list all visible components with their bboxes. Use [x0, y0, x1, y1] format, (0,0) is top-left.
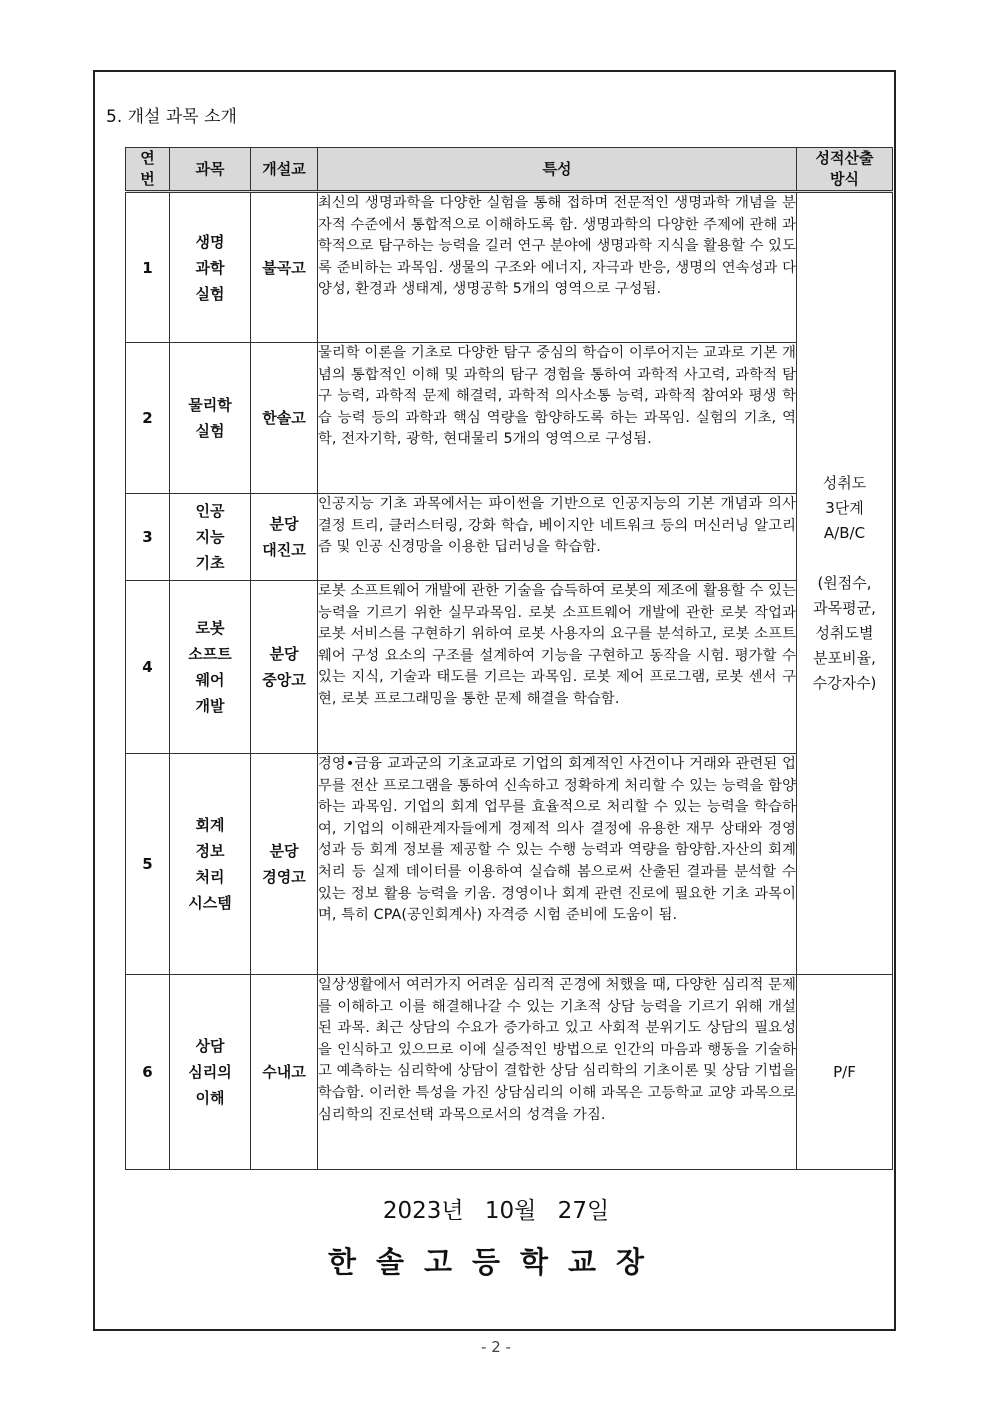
school-name: 분당 대진고 — [251, 494, 318, 581]
row-number: 2 — [126, 343, 170, 494]
header-school: 개설교 — [251, 148, 318, 192]
row-number: 3 — [126, 494, 170, 581]
school-name: 수내고 — [251, 975, 318, 1170]
issue-date: 2023년 10월 27일 — [382, 1198, 610, 1224]
header-num: 연 번 — [126, 148, 170, 192]
table-row — [126, 192, 893, 343]
subject-name: 상담 심리의 이해 — [170, 975, 251, 1170]
subject-name: 회계 정보 처리 시스템 — [170, 754, 251, 975]
subject-name: 생명 과학 실험 — [170, 192, 251, 343]
table-row — [126, 581, 893, 754]
school-name: 분당 중앙고 — [251, 581, 318, 754]
school-name: 불곡고 — [251, 192, 318, 343]
header-method: 성적산출 방식 — [797, 148, 893, 192]
table-row — [126, 494, 893, 581]
school-name: 분당 경영고 — [251, 754, 318, 975]
principal-signature: 한솔고등학교장 — [327, 1245, 665, 1279]
grading-method: 성취도 3단계 A/B/C (원점수, 과목평균, 성취도별 분포비율, 수강자수) — [797, 192, 893, 975]
table-row — [126, 343, 893, 494]
row-number: 1 — [126, 192, 170, 343]
subject-description: 물리학 이론을 기초로 다양한 탐구 중심의 학습이 이루어지는 교과로 기본 개념의 통합적인 이해 및 과학의 탐구 경험을 통하여 과학적 사고력, 과학적 탐구 능력, 과학적 문제 해결력, 과학적 의사소통 능력, 과학적 참여와 평생 학습 능력 등의 과학과 핵심 역량을 함양하도록 하는 과목임. 실험의 기초, 역학, 전자기학, 광학, 현대물리 5개의 영역으로 구성됨. — [318, 343, 797, 494]
header-subject: 과목 — [170, 148, 251, 192]
subject-name: 물리학 실험 — [170, 343, 251, 494]
table-row — [126, 754, 893, 975]
subject-name: 로봇 소프트 웨어 개발 — [170, 581, 251, 754]
subject-description: 로봇 소프트웨어 개발에 관한 기술을 습득하여 로봇의 제조에 활용할 수 있는 능력을 기르기 위한 실무과목임. 로봇 소프트웨어 개발에 관한 로봇 작업과 로봇 서비스를 구현하기 위하여 로봇 사용자의 요구를 분석하고, 로봇 소프트웨어 구성 요소의 구조를 설계하여 기능을 구현하고 동작을 시험. 평가할 수 있는 지식, 기술과 태도를 기르는 과목임. 로봇 제어 프로그램, 로봇 센서 구현, 로봇 프로그래밍을 통한 문제 해결을 학습함. — [318, 581, 797, 754]
grading-method: P/F — [797, 975, 893, 1170]
table-row — [126, 975, 893, 1170]
subject-name: 인공 지능 기초 — [170, 494, 251, 581]
section-title: 5. 개설 과목 소개 — [106, 107, 237, 127]
subject-description: 일상생활에서 여러가지 어려운 심리적 곤경에 처했을 때, 다양한 심리적 문제를 이해하고 이를 해결해나갈 수 있는 기초적 상담 능력을 기르기 위해 개설된 과목. 최근 상담의 수요가 증가하고 있고 사회적 분위기도 상담의 필요성을 인식하고 있으므로 이에 실증적인 방법으로 인간의 마음과 행동을 기술하고 예측하는 심리학에 상담이 결합한 상담 심리학의 기초이론 및 상담 기법을 학습함. 이러한 특성을 가진 상담심리의 이해 과목은 고등학교 교양 과목으로 심리학의 진로선택 과목으로서의 성격을 가짐. — [318, 975, 797, 1170]
header-description: 특성 — [318, 148, 797, 192]
table-header-row — [126, 148, 893, 192]
subject-description: 인공지능 기초 과목에서는 파이썬을 기반으로 인공지능의 기본 개념과 의사결정 트리, 클러스터링, 강화 학습, 베이지안 네트워크 등의 머신러닝 알고리즘 및 인공 신경망을 이용한 딥러닝을 학습함. — [318, 494, 797, 581]
row-number: 5 — [126, 754, 170, 975]
course-table — [125, 147, 893, 1170]
row-number: 4 — [126, 581, 170, 754]
school-name: 한솔고 — [251, 343, 318, 494]
page-number: - 2 - — [481, 1338, 511, 1356]
subject-description: 최신의 생명과학을 다양한 실험을 통해 접하며 전문적인 생명과학 개념을 분자적 수준에서 통합적으로 이해하도록 함. 생명과학의 다양한 주제에 관해 과학적으로 탐구하는 능력을 길러 연구 분야에 생명과학 지식을 활용할 수 있도록 준비하는 과목임. 생물의 구조와 에너지, 자극과 반응, 생명의 연속성과 다양성, 환경과 생태계, 생명공학 5개의 영역으로 구성됨. — [318, 192, 797, 343]
row-number: 6 — [126, 975, 170, 1170]
subject-description: 경영•금융 교과군의 기초교과로 기업의 회계적인 사건이나 거래와 관련된 업무를 전산 프로그램을 통하여 신속하고 정확하게 처리할 수 있는 능력을 함양하는 과목임. 기업의 회계 업무를 효율적으로 처리할 수 있는 능력을 학습하여, 기업의 이해관계자들에게 경제적 의사 결정에 유용한 재무 상태와 경영 성과 등 회계 정보를 제공할 수 있는 수행 능력과 역량을 함양함.자산의 회계처리 등 실제 데이터를 이용하여 실습해 봄으로써 산출된 결과를 분석할 수 있는 정보 활용 능력을 키움. 경영이나 회계 관련 진로에 필요한 기초 과목이며, 특히 CPA(공인회계사) 자격증 시험 준비에 도움이 됨. — [318, 754, 797, 975]
